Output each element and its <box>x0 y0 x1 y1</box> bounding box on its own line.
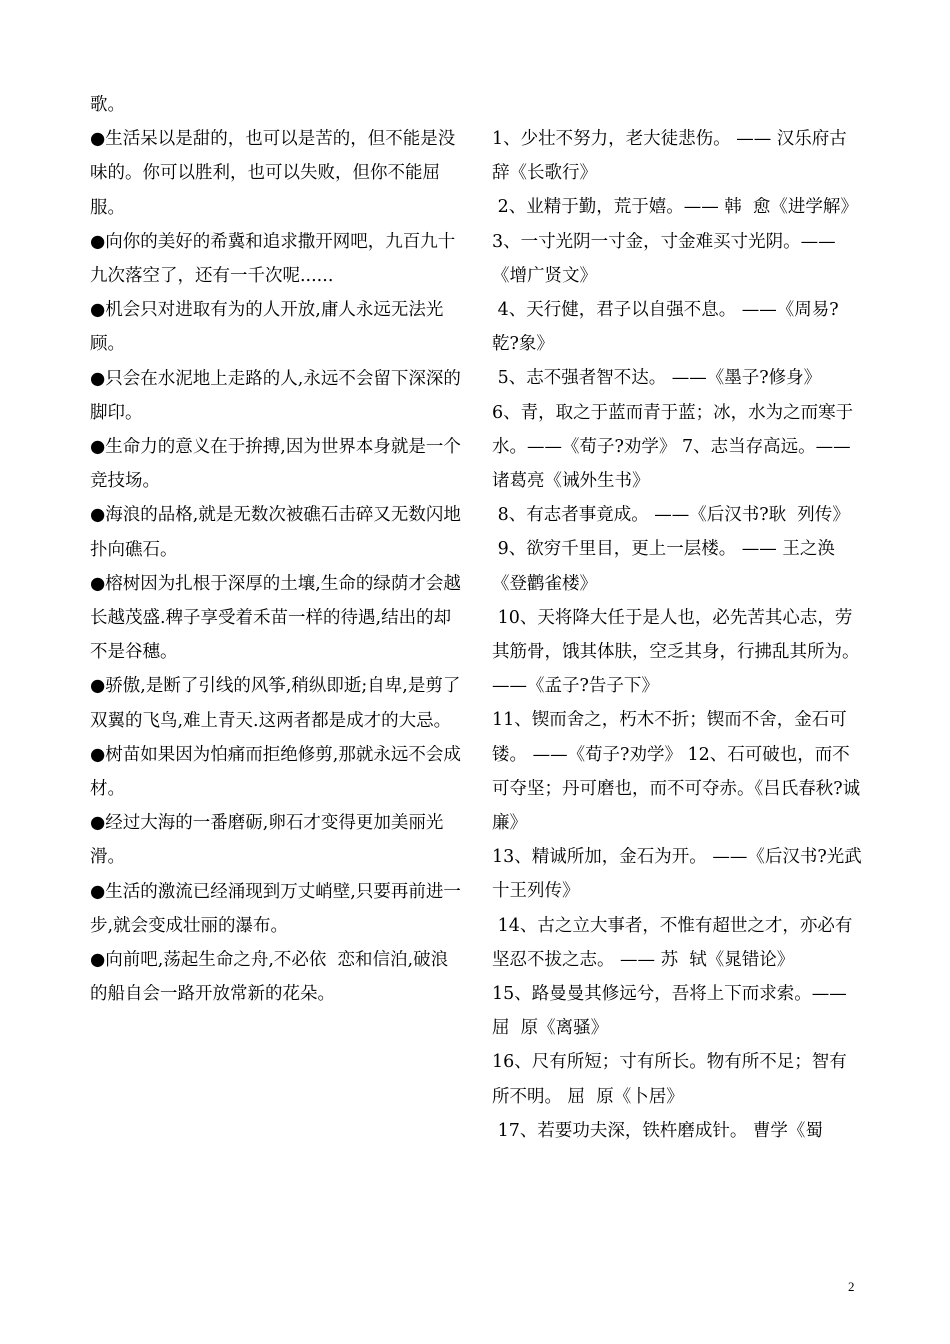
left-paragraph: 歌。 <box>90 95 125 115</box>
right-paragraph: 8、有志者事竟成。 ——《后汉书?耿 列传》 <box>492 505 850 526</box>
left-paragraph: ●生活的激流已经涌现到万丈峭壁,只要再前进一步,就会变成壮丽的瀑布。 <box>90 881 461 936</box>
left-paragraph: ●榕树因为扎根于深厚的土壤,生命的绿荫才会越长越茂盛.稗子享受着禾苗一样的待遇,结出的却不是谷穗。 <box>90 573 461 663</box>
left-paragraph: ●向你的美好的希冀和追求撒开网吧，九百九十九次落空了，还有一千次呢...... <box>90 231 456 287</box>
right-paragraph: 6、青，取之于蓝而青于蓝；冰，水为之而寒于水。——《荀子?劝学》 7、志当存高远。—— 诸葛亮《诫外生书》 <box>492 402 857 492</box>
left-column <box>90 88 462 1011</box>
left-paragraph: ●生命力的意义在于拚搏,因为世界本身就是一个竞技场。 <box>90 437 461 492</box>
right-paragraph: 5、志不强者智不达。 ——《墨子?修身》 <box>492 368 822 389</box>
right-paragraph: 11、锲而舍之，朽木不折；锲而不舍，金石可镂。 ——《荀子?劝学》 12、石可破也，而不可夺坚；丹可磨也，而不可夺赤。《吕氏春秋?诚廉》 <box>492 710 861 834</box>
right-paragraph: 4、天行健，君子以自强不息。 ——《周易?乾?象》 <box>492 300 839 355</box>
right-paragraph: 16、尺有所短；寸有所长。物有所不足；智有所不明。 屈 原《卜居》 <box>492 1052 847 1107</box>
page-number: 2 <box>848 1279 855 1294</box>
left-paragraph: ●海浪的品格,就是无数次被礁石击碎又无数闪地扑向礁石。 <box>90 505 461 560</box>
right-paragraph: 2、业精于勤，荒于嬉。—— 韩 愈《进学解》 <box>492 197 858 218</box>
left-paragraph: ●经过大海的一番磨砺,卵石才变得更加美丽光滑。 <box>90 813 444 868</box>
right-paragraph: 1、少壮不努力，老大徒悲伤。 —— 汉乐府古辞《长歌行》 <box>492 129 847 184</box>
left-paragraph: ●只会在水泥地上走路的人,永远不会留下深深的脚印。 <box>90 368 461 423</box>
right-paragraph: 14、古之立大事者，不惟有超世之才，亦必有坚忍不拔之志。 —— 苏 轼《晁错论》 <box>492 915 853 970</box>
left-paragraph: ●生活呆以是甜的，也可以是苦的，但不能是没味的。你可以胜利，也可以失败，但你不能屈服。 <box>90 129 456 218</box>
right-paragraph: 3、一寸光阴一寸金，寸金难买寸光阴。——《增广贤文》 <box>492 231 836 286</box>
right-paragraph: 10、天将降大任于是人也，必先苦其心志，劳其筋骨，饿其体肤，空乏其身，行拂乱其所为。——《孟子?告子下》 <box>492 607 860 697</box>
right-paragraph: 15、路曼曼其修远兮，吾将上下而求索。——屈 原《离骚》 <box>492 984 847 1039</box>
left-paragraph: ●骄傲,是断了引线的风筝,稍纵即逝;自卑,是剪了双翼的飞鸟,难上青天.这两者都是成才的大忌。 <box>90 676 461 731</box>
right-paragraph: 13、精诚所加，金石为开。 ——《后汉书?光武十王列传》 <box>492 847 862 902</box>
left-paragraph: ●机会只对进取有为的人开放,庸人永远无法光顾。 <box>90 300 444 355</box>
right-paragraph: 17、若要功夫深，铁杵磨成针。 曹学《蜀 <box>492 1120 823 1141</box>
left-paragraph: ●树苗如果因为怕痛而拒绝修剪,那就永远不会成材。 <box>90 744 461 800</box>
right-column <box>492 122 864 1148</box>
left-paragraph: ●向前吧,荡起生命之舟,不必依 恋和信泊,破浪的船自会一路开放常新的花朵。 <box>90 950 449 1005</box>
right-paragraph: 9、欲穷千里目，更上一层楼。 —— 王之涣《登鹳雀楼》 <box>492 539 835 594</box>
